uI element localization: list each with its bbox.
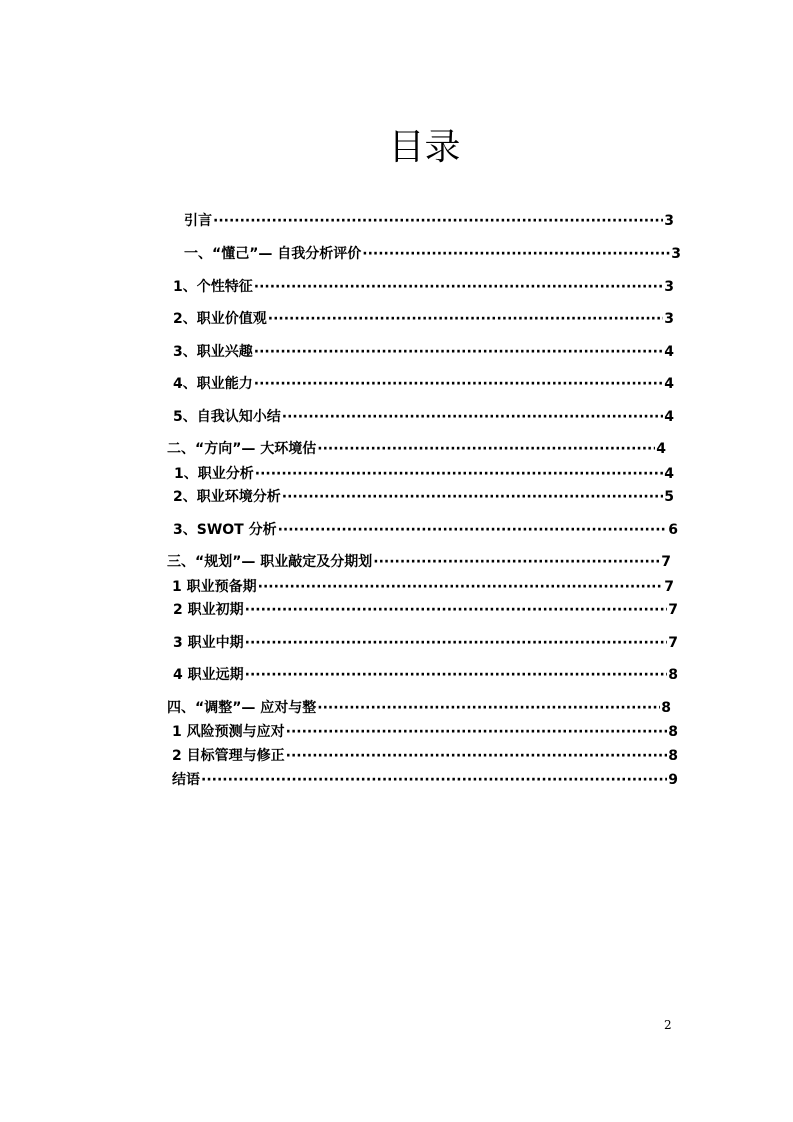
toc-dot-leader <box>317 697 660 719</box>
toc-entry-label: 2 目标管理与修正 <box>172 748 285 764</box>
toc-entry-section-2[interactable] <box>167 438 666 460</box>
toc-entry-label: 3、职业兴趣 <box>173 344 253 360</box>
toc-entry-1-4[interactable] <box>173 373 674 395</box>
toc-dot-leader <box>373 551 660 573</box>
toc-entry-4-2[interactable] <box>172 745 678 767</box>
toc-dot-leader <box>254 276 664 298</box>
toc-dot-leader <box>245 664 668 686</box>
toc-entry-3-3[interactable] <box>173 632 678 654</box>
toc-dot-leader <box>213 210 663 232</box>
toc-entry-label: 引言 <box>184 213 212 229</box>
toc-entry-2-3[interactable] <box>173 519 678 541</box>
toc-entry-page: 3 <box>664 311 674 327</box>
toc-entry-1-3[interactable] <box>173 341 674 363</box>
toc-dot-leader <box>245 632 668 654</box>
toc-entry-section-3[interactable] <box>167 551 671 573</box>
toc-entry-label: 1 职业预备期 <box>172 579 257 595</box>
toc-entry-page: 8 <box>668 667 678 683</box>
toc-entry-2-1[interactable] <box>174 463 674 485</box>
toc-entry-page: 4 <box>664 409 674 425</box>
toc-entry-label: 2、职业环境分析 <box>173 489 281 505</box>
toc-entry-page: 4 <box>664 376 674 392</box>
toc-entry-label: 二、“方向”— 大环境估 <box>167 441 317 457</box>
toc-dot-leader <box>258 576 664 598</box>
toc-dot-leader <box>268 308 664 330</box>
toc-entry-2-2[interactable] <box>173 486 674 508</box>
toc-entry-section-1[interactable] <box>184 243 681 265</box>
toc-entry-label: 1、个性特征 <box>173 279 253 295</box>
toc-entry-page: 4 <box>664 344 674 360</box>
toc-entry-3-1[interactable] <box>172 576 674 598</box>
toc-dot-leader <box>255 463 664 485</box>
toc-entry-page: 8 <box>661 700 671 716</box>
toc-entry-page: 6 <box>668 522 678 538</box>
toc-dot-leader <box>282 486 664 508</box>
toc-entry-label: 四、“调整”— 应对与整 <box>167 700 317 716</box>
toc-dot-leader <box>278 519 668 541</box>
toc-entry-page: 7 <box>668 635 678 651</box>
toc-dot-leader <box>317 438 655 460</box>
toc-dot-leader <box>254 341 664 363</box>
toc-entry-section-4[interactable] <box>167 697 671 719</box>
page-number: 2 <box>664 1018 672 1032</box>
toc-entry-page: 3 <box>671 246 681 262</box>
toc-dot-leader <box>282 406 664 428</box>
page-title: 目录 <box>388 127 461 168</box>
toc-entry-4-1[interactable] <box>172 721 678 743</box>
toc-entry-page: 3 <box>664 279 674 295</box>
toc-entry-page: 3 <box>664 213 674 229</box>
toc-entry-label: 2、职业价值观 <box>173 311 267 327</box>
toc-entry-3-2[interactable] <box>173 599 678 621</box>
toc-dot-leader <box>201 769 667 791</box>
toc-entry-label: 3 职业中期 <box>173 635 244 651</box>
toc-entry-introduction[interactable] <box>184 210 674 232</box>
toc-dot-leader <box>286 745 668 767</box>
toc-entry-1-5[interactable] <box>173 406 674 428</box>
toc-entry-page: 4 <box>664 466 674 482</box>
toc-entry-label: 3、SWOT 分析 <box>173 522 277 538</box>
toc-entry-label: 1、职业分析 <box>174 466 254 482</box>
toc-entry-label: 4、职业能力 <box>173 376 253 392</box>
toc-entry-page: 9 <box>668 772 678 788</box>
toc-entry-label: 4 职业远期 <box>173 667 244 683</box>
toc-entry-page: 8 <box>668 724 678 740</box>
toc-entry-label: 5、自我认知小结 <box>173 409 281 425</box>
toc-dot-leader <box>286 721 668 743</box>
toc-dot-leader <box>254 373 664 395</box>
toc-entry-3-4[interactable] <box>173 664 678 686</box>
toc-entry-page: 7 <box>664 579 674 595</box>
toc-entry-conclusion[interactable] <box>172 769 678 791</box>
toc-entry-page: 7 <box>661 554 671 570</box>
toc-entry-page: 7 <box>668 602 678 618</box>
toc-entry-label: 1 风险预测与应对 <box>172 724 285 740</box>
toc-dot-leader <box>362 243 670 265</box>
toc-dot-leader <box>245 599 668 621</box>
toc-entry-page: 5 <box>664 489 674 505</box>
toc-entry-label: 一、“懂己”— 自我分析评价 <box>184 246 362 262</box>
toc-entry-1-2[interactable] <box>173 308 674 330</box>
toc-entry-label: 结语 <box>172 772 200 788</box>
toc-entry-page: 4 <box>656 441 666 457</box>
toc-entry-1-1[interactable] <box>173 276 674 298</box>
toc-entry-label: 三、“规划”— 职业敲定及分期划 <box>167 554 373 570</box>
toc-entry-label: 2 职业初期 <box>173 602 244 618</box>
toc-entry-page: 8 <box>668 748 678 764</box>
